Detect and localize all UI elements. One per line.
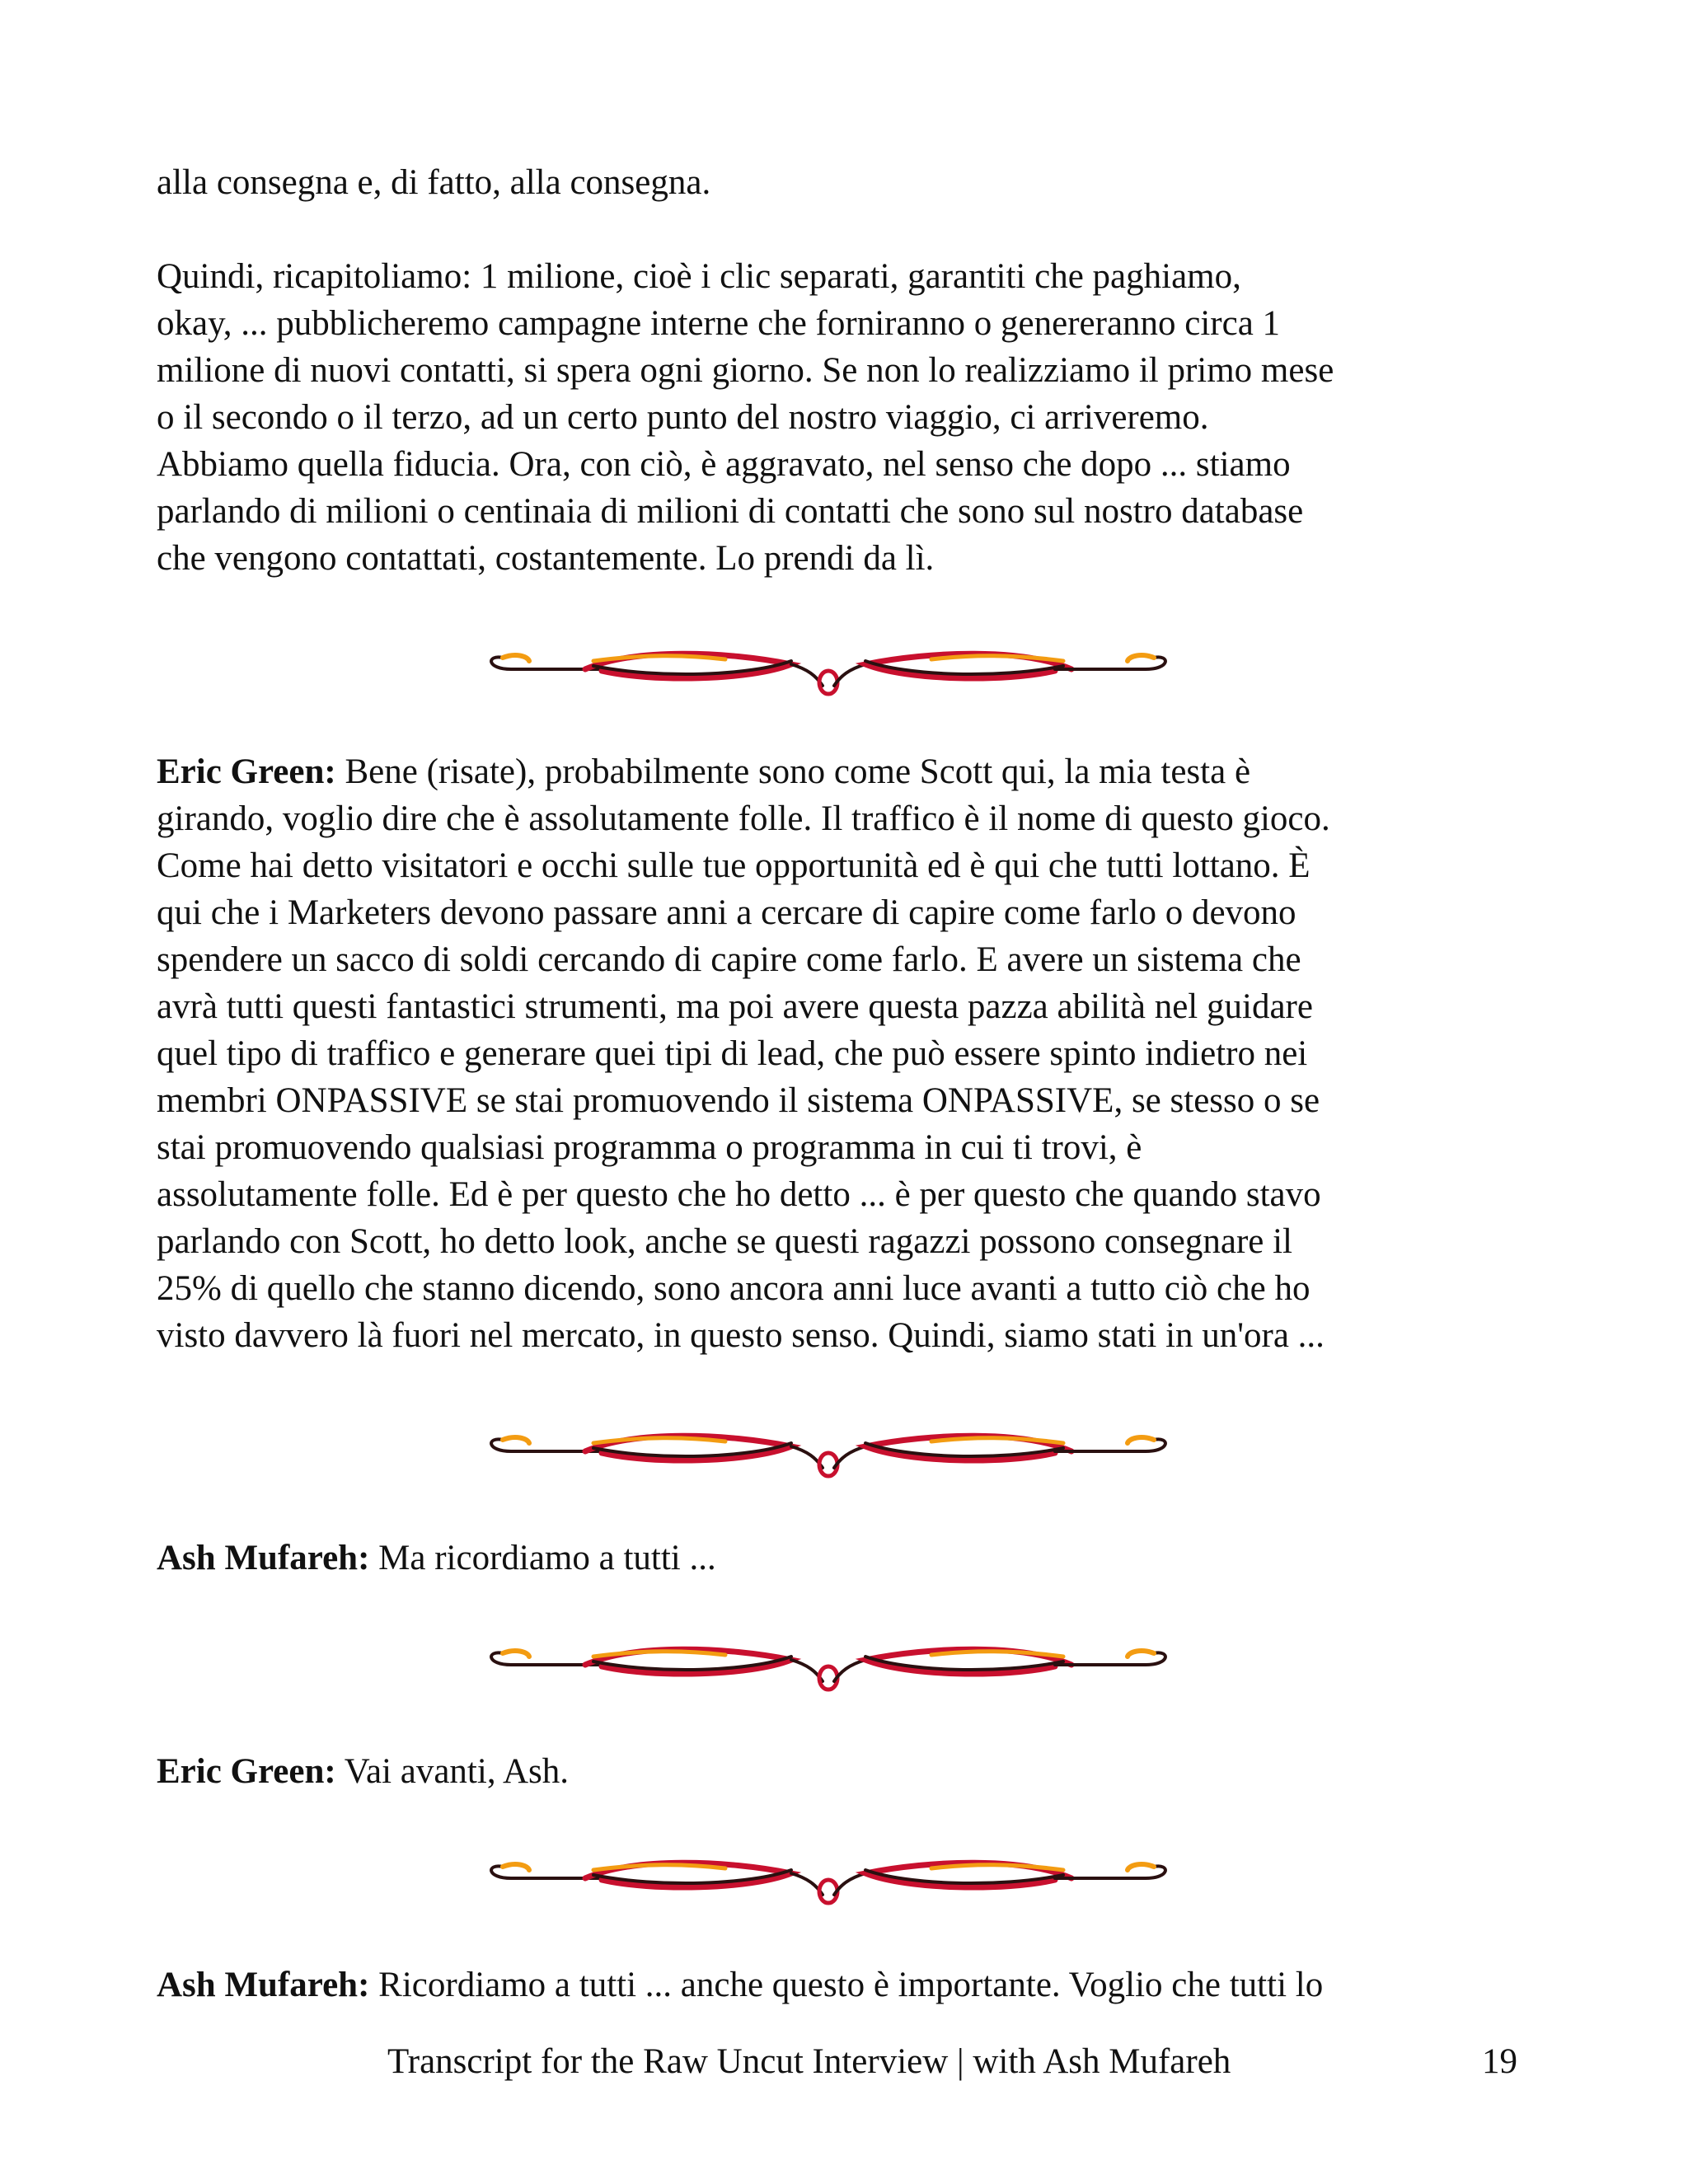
flourish-divider [478, 1635, 1179, 1693]
flourish-divider [478, 1422, 1179, 1479]
page-number: 19 [1482, 2042, 1517, 2081]
paragraph-5 [157, 1748, 1541, 1795]
flourish-divider [478, 1849, 1179, 1906]
speech-text: Bene (risate), probabilmente sono come Scott qui, la mia testa è girando, voglio dire che è assolutamente folle. Il traffico è il nome di questo gioco. Come hai detto visitatori e occhi sulle tue opportunità ed è qui che tutti lottano. È qui che i Marketers devono passare anni a cercare di capire come farlo o devono spendere un sacco di soldi cercando di capire come farlo. E avere un sistema che avrà tutti questi fantastici strumenti, ma poi avere questa pazza abilità nel guidare quel tipo di traffico e generare quei tipi di lead, che può essere spinto indietro nei membri ONPASSIVE se stai promuovendo il sistema ONPASSIVE, se stesso o se stai promuovendo qualsiasi programma o programma in cui ti trovi, è assolutamente folle. Ed è per questo che ho detto ... è per questo che quando stavo parlando con Scott, ho detto look, anche se questi ragazzi possono consegnare il 25% di quello che stanno dicendo, sono ancora anni luce avanti a tutto ciò che ho visto davvero là fuori nel mercato, in questo senso. Quindi, siamo stati in un'ora ... [157, 752, 1330, 1355]
paragraph-1 [157, 159, 1541, 206]
paragraph-text [157, 1535, 1541, 1582]
paragraph-2 [157, 253, 1541, 582]
speaker-name: Ash Mufareh: [157, 1539, 370, 1577]
speaker-name: Eric Green: [157, 1752, 336, 1791]
paragraph-text: alla consegna e, di fatto, alla consegna. [157, 163, 711, 202]
speaker-name: Ash Mufareh: [157, 1966, 370, 2004]
speech-text: Vai avanti, Ash. [335, 1752, 569, 1791]
paragraph-3 [157, 748, 1541, 1359]
paragraph-text [157, 1748, 1541, 1795]
paragraph-text [157, 748, 1541, 1359]
paragraph-4 [157, 1535, 1541, 1582]
footer-title: Transcript for the Raw Uncut Interview | with Ash Mufareh [387, 2042, 1231, 2081]
paragraph-text: Quindi, ricapitoliamo: 1 milione, cioè i clic separati, garantiti che paghiamo, okay, ... pubblicheremo campagne interne che forniranno o genereranno circa 1 milione di nuovi contatti, si spera ogni giorno. Se non lo realizziamo il primo mese o il secondo o il terzo, ad un certo punto del nostro viaggio, ci arriveremo. Abbiamo quella fiducia. Ora, con ciò, è aggravato, nel senso che dopo ... stiamo parlando di milioni o centinaia di milioni di contatti che sono sul nostro database che vengono contattati, costantemente. Lo prendi da lì. [157, 257, 1334, 578]
flourish-divider [478, 640, 1179, 697]
speaker-name: Eric Green: [157, 752, 336, 791]
speech-text: Ma ricordiamo a tutti ... [369, 1539, 716, 1577]
speech-text: Ricordiamo a tutti ... anche questo è importante. Voglio che tutti lo [369, 1966, 1324, 2004]
paragraph-6 [157, 1961, 1541, 2008]
paragraph-text [157, 1961, 1541, 2008]
